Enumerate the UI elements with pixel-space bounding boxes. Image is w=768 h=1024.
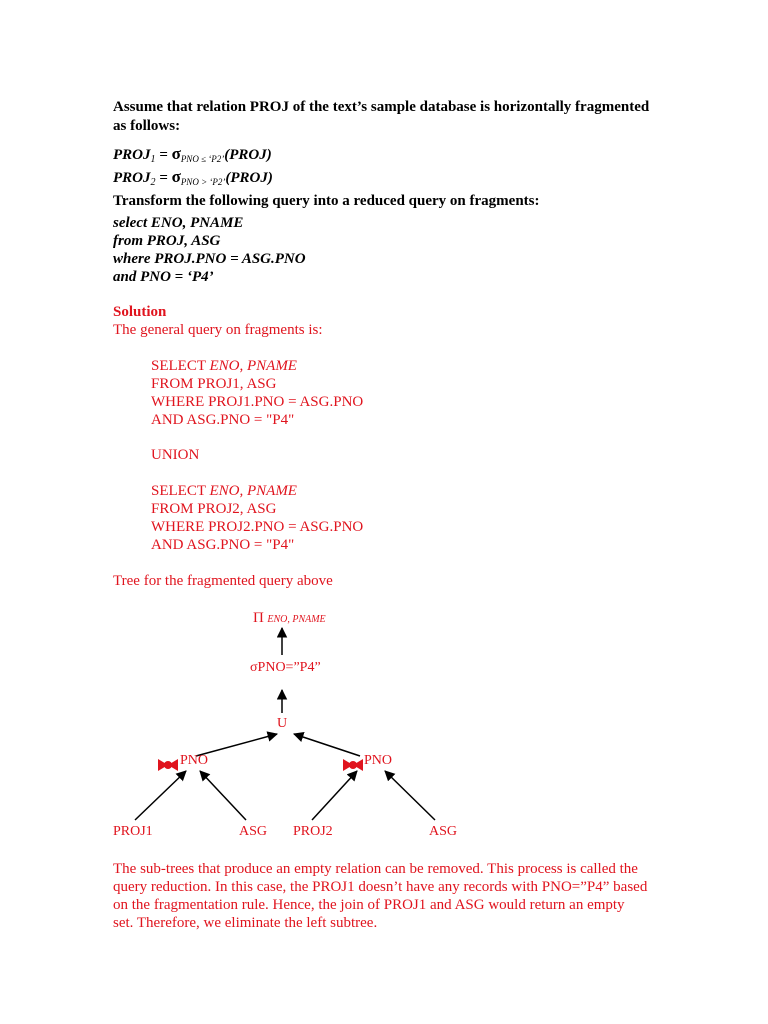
edge-proj2-to-right-join: [312, 771, 357, 820]
join-icon-right: [343, 759, 363, 771]
sql2-from: FROM PROJ2, ASG: [151, 501, 277, 517]
query-line-and: and PNO = ‘P4’: [113, 269, 214, 285]
tree-leaf-asg-right: ASG: [429, 824, 458, 839]
frag1-sigma: σ: [171, 144, 181, 163]
sql1-from: FROM PROJ1, ASG: [151, 376, 277, 392]
pi-attributes: ENO, PNAME: [267, 614, 326, 625]
frag1-name: PROJ: [113, 147, 151, 163]
transform-instruction: Transform the following query into a reduced query on fragments:: [113, 193, 540, 209]
tree-projection-node: [253, 610, 326, 628]
tree-caption: Tree for the fragmented query above: [113, 573, 333, 589]
frag1-arg: (PROJ): [224, 147, 272, 163]
tree-leaf-proj1: PROJ1: [113, 824, 153, 839]
edge-asg-to-left-join: [200, 771, 246, 820]
frag2-sigma: σ: [171, 167, 181, 186]
sql2-select-keyword: SELECT: [151, 483, 210, 499]
tree-leaf-asg-left: ASG: [239, 824, 268, 839]
tree-leaf-proj2: PROJ2: [293, 824, 333, 839]
tree-right-join-label: PNO: [364, 753, 393, 768]
sql1-select-columns: ENO, PNAME: [209, 358, 297, 374]
question-line-2: as follows:: [113, 118, 181, 134]
sql1-select-keyword: SELECT: [151, 358, 210, 374]
frag1-eq: =: [155, 147, 172, 163]
join-icon-left: [158, 759, 178, 771]
frag2-eq: =: [155, 170, 172, 186]
tree-union-node: U: [277, 716, 288, 731]
frag1-index: 1: [150, 154, 156, 165]
edge-proj1-to-left-join: [135, 771, 186, 820]
frag2-name: PROJ: [113, 170, 151, 186]
solution-intro: The general query on fragments is:: [113, 322, 323, 338]
pi-symbol: Π: [253, 610, 264, 626]
frag2-arg: (PROJ): [225, 170, 273, 186]
conclusion-line-4: set. Therefore, we eliminate the left subtree.: [113, 915, 378, 931]
frag1-condition: PNO ≤ ‘P2’: [180, 154, 225, 164]
question-line-1: Assume that relation PROJ of the text’s sample database is horizontally fragmented: [113, 99, 650, 115]
frag2-index: 2: [150, 177, 156, 188]
edge-asg-to-right-join: [385, 771, 435, 820]
sql-union: UNION: [151, 447, 200, 463]
frag2-condition: PNO > ‘P2’: [180, 177, 226, 187]
query-line-where: where PROJ.PNO = ASG.PNO: [113, 251, 306, 267]
solution-heading: Solution: [113, 304, 167, 320]
sql2-select-columns: ENO, PNAME: [209, 483, 297, 499]
sql2-where: WHERE PROJ2.PNO = ASG.PNO: [151, 519, 364, 535]
edge-left-join-to-union: [196, 734, 277, 756]
sql1-where: WHERE PROJ1.PNO = ASG.PNO: [151, 394, 364, 410]
tree-left-join-label: PNO: [180, 753, 209, 768]
conclusion-line-2: query reduction. In this case, the PROJ1 doesn’t have any records with PNO=”P4” based: [113, 879, 648, 895]
conclusion-line-1: The sub-trees that produce an empty relation can be removed. This process is called the: [113, 861, 638, 877]
tree-selection-node: σPNO=”P4”: [250, 660, 321, 675]
query-line-select: select ENO, PNAME: [113, 215, 244, 231]
conclusion-line-3: on the fragmentation rule. Hence, the join of PROJ1 and ASG would return an empty: [113, 897, 625, 913]
sql1-and: AND ASG.PNO = "P4": [151, 412, 295, 428]
edge-right-join-to-union: [294, 734, 360, 756]
query-line-from: from PROJ, ASG: [113, 233, 221, 249]
sql2-and: AND ASG.PNO = "P4": [151, 537, 295, 553]
